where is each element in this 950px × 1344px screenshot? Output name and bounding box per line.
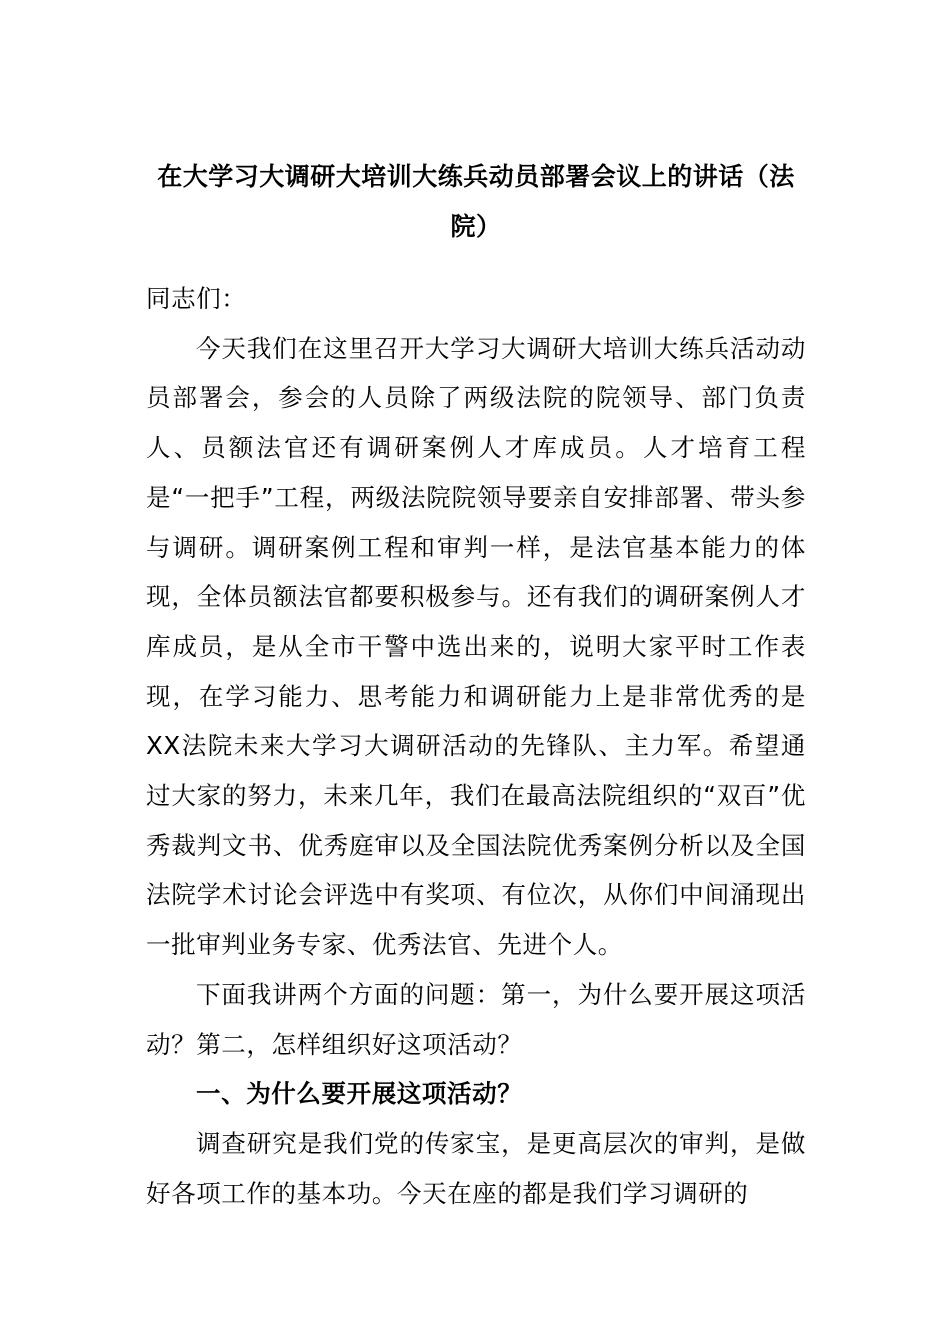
document-title: 在大学习大调研大培训大练兵动员部署会议上的讲话（法院） — [157, 162, 795, 241]
body-paragraph-1: 今天我们在这里召开大学习大调研大培训大练兵活动动员部署会，参会的人员除了两级法院的院领导、部门负责人、员额法官还有调研案例人才库成员。人才培育工程是“一把手”工程，两级法院院领导要亲自安排部署、带头参与调研。调研案例工程和审判一样，是法官基本能力的体现，全体员额法官都要积极参与。还有我们的调研案例人才库成员，是从全市干警中选出来的，说明大家平时工作表现，在学习能力、思考能力和调研能力上是非常优秀的是XX法院未来大学习大调研活动的先锋队、主力军。希望通过大家的努力，未来几年，我们在最高法院组织的“双百”优秀裁判文书、优秀庭审以及全国法院优秀案例分析以及全国法院学术讨论会评选中有奖项、有位次，从你们中间涌现出一批审判业务专家、优秀法官、先进个人。 — [146, 333, 806, 960]
document-body — [146, 274, 806, 1218]
body-paragraph-3: 调查研究是我们党的传家宝，是更高层次的审判，是做好各项工作的基本功。今天在座的都是我们学习调研的 — [146, 1128, 806, 1208]
body-paragraph-2: 下面我讲两个方面的问题：第一，为什么要开展这项活动？第二，怎样组织好这项活动？ — [146, 979, 806, 1059]
salutation: 同志们： — [146, 284, 247, 313]
section-heading: 一、为什么要开展这项活动？ — [196, 1079, 523, 1109]
